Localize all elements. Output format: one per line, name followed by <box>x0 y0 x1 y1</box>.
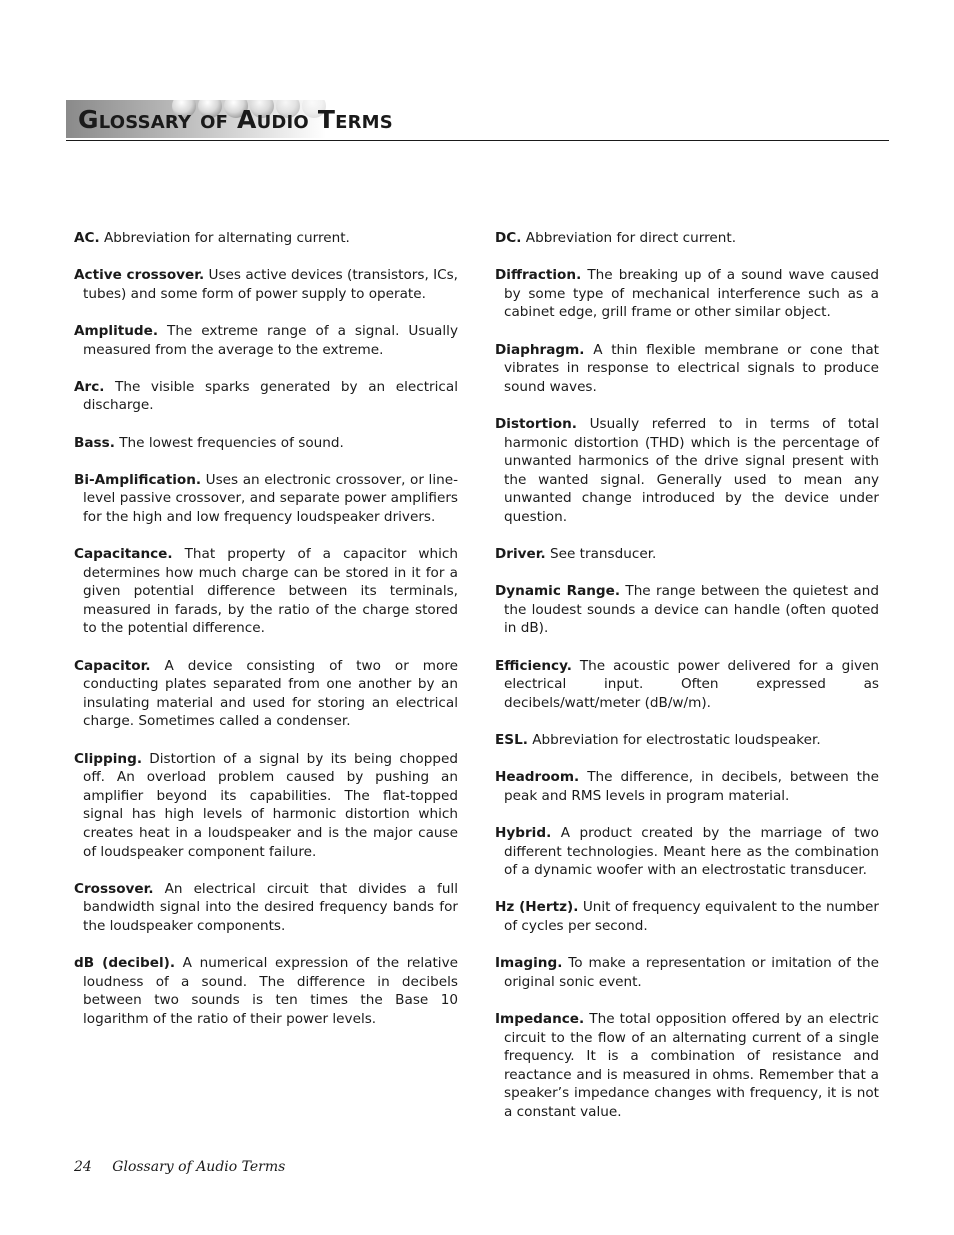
glossary-definition: The range between the quietest and the loudest sounds a device can handle (often quoted in dB). <box>504 583 879 637</box>
glossary-term: Arc. <box>74 378 105 395</box>
glossary-entry <box>495 898 879 935</box>
glossary-definition: A thin flexible membrane or cone that vibrates in response to electrical signals to produce sound waves. <box>504 341 880 395</box>
page-header <box>66 100 889 141</box>
glossary-term: Diaphragm. <box>495 341 585 358</box>
glossary-term: Capacitance. <box>74 546 173 563</box>
page-number: 24 <box>74 1159 92 1175</box>
page-title: Glossary of Audio Terms <box>78 105 393 134</box>
glossary-entry <box>495 1010 879 1122</box>
glossary-term: Bi-Amplification. <box>74 471 202 488</box>
glossary-entry <box>74 229 458 248</box>
glossary-entry <box>74 471 458 527</box>
glossary-entry <box>495 768 879 805</box>
glossary-definition: The difference, in decibels, between the peak and RMS levels in program material. <box>504 769 879 804</box>
glossary-definition: That property of a capacitor which determines how much charge can be stored in it for a given potential difference between its terminals, measured in farads, by the ratio of the charge stored to the potential difference. <box>83 546 458 637</box>
glossary-term: AC. <box>74 230 100 246</box>
glossary-term: Imaging. <box>495 955 563 972</box>
glossary-entry <box>495 341 879 397</box>
glossary-entry <box>495 545 879 564</box>
glossary-term: Efficiency. <box>495 657 572 674</box>
glossary-term: Bass. <box>74 434 115 451</box>
glossary-definition: Uses active devices (transistors, ICs, tubes) and some form of power supply to operate. <box>83 267 458 302</box>
glossary-entry <box>495 582 879 638</box>
glossary-entry <box>74 545 458 638</box>
glossary-definition: The breaking up of a sound wave caused by some type of mechanical interference such as a cabinet edge, grill frame or other similar object. <box>504 267 879 321</box>
glossary-entry <box>495 415 879 527</box>
glossary-term: Capacitor. <box>74 657 151 674</box>
footer-section-title: Glossary of Audio Terms <box>112 1159 286 1175</box>
glossary-definition: An electrical circuit that divides a full bandwidth signal into the desired frequency bands for the loudspeaker components. <box>83 880 458 934</box>
glossary-entry <box>74 880 458 936</box>
glossary-entry <box>74 657 458 731</box>
glossary-definition: Abbreviation for direct current. <box>525 230 737 246</box>
glossary-definition: The total opposition offered by an electric circuit to the flow of an alternating current of a single frequency. It is a combination of resistance and reactance and is measured in ohms. Remember that a speaker’s impedance changes with frequency, it is not a constant value. <box>504 1010 879 1120</box>
glossary-term: Hz (Hertz). <box>495 899 579 916</box>
glossary-column-left <box>74 229 458 1047</box>
glossary-definition: Usually referred to in terms of total harmonic distortion (THD) which is the percentage of unwanted harmonics of the drive signal present with the wanted signal. Generally used to mean any unwanted change introduced by the device under question. <box>504 415 879 525</box>
glossary-definition: The lowest frequencies of sound. <box>119 434 344 451</box>
glossary-definition: The acoustic power delivered for a given electrical input. Often expressed as decibels/watt/meter (dB/w/m). <box>504 657 880 711</box>
glossary-term: Hybrid. <box>495 825 552 841</box>
glossary-definition: The visible sparks generated by an electrical discharge. <box>83 378 458 414</box>
glossary-entry <box>495 657 879 713</box>
glossary-entry <box>495 731 879 750</box>
glossary-definition: A numerical expression of the relative loudness of a sound. The difference in decibels between two sounds is ten times the Base 10 logarithm of the ratio of their power levels. <box>83 955 458 1027</box>
glossary-definition: To make a representation or imitation of the original sonic event. <box>504 955 880 990</box>
glossary-term: Headroom. <box>495 769 580 786</box>
glossary-term: Distortion. <box>495 415 577 432</box>
glossary-definition: Abbreviation for alternating current. <box>104 230 350 246</box>
glossary-definition: Uses an electronic crossover, or line-level passive crossover, and separate power amplifiers for the high and low frequency loudspeaker drivers. <box>83 471 458 525</box>
glossary-term: Diffraction. <box>495 267 582 284</box>
glossary-definition: A product created by the marriage of two different technologies. Meant here as the combination of a dynamic woofer with an electrostatic transducer. <box>504 825 879 879</box>
glossary-definition: A device consisting of two or more conducting plates separated from one another by an insulating material and used for storing an electrical charge. Sometimes called a condenser. <box>83 657 459 730</box>
glossary-definition: See transducer. <box>550 546 657 563</box>
glossary-definition: Unit of frequency equivalent to the number of cycles per second. <box>504 899 879 934</box>
glossary-term: Crossover. <box>74 880 154 897</box>
glossary-definition: Distortion of a signal by its being chopped off. An overload problem caused by pushing an amplifier beyond its capabilities. The flat-topped signal has high levels of harmonic distortion which creates heat in a loudspeaker and is the major cause of loudspeaker component failure. <box>83 750 458 860</box>
glossary-entry <box>495 824 879 880</box>
glossary-definition: The extreme range of a signal. Usually measured from the average to the extreme. <box>83 322 458 358</box>
page-footer <box>74 1159 285 1175</box>
glossary-entry <box>74 378 458 415</box>
glossary-entry <box>74 954 458 1028</box>
glossary-term: Amplitude. <box>74 322 159 339</box>
glossary-entry <box>495 229 879 248</box>
glossary-column-right <box>495 229 879 1140</box>
glossary-term: Clipping. <box>74 750 142 767</box>
glossary-term: ESL. <box>495 732 528 749</box>
glossary-entry <box>495 954 879 991</box>
glossary-entry <box>495 266 879 322</box>
glossary-term: Impedance. <box>495 1010 585 1027</box>
glossary-term: Driver. <box>495 546 546 563</box>
glossary-entry <box>74 322 458 359</box>
glossary-term: Dynamic Range. <box>495 583 621 600</box>
glossary-entry <box>74 266 458 303</box>
glossary-term: DC. <box>495 230 522 246</box>
glossary-definition: Abbreviation for electrostatic loudspeaker. <box>532 732 821 749</box>
glossary-entry <box>74 434 458 453</box>
glossary-entry <box>74 750 458 862</box>
glossary-term: dB (decibel). <box>74 955 176 972</box>
glossary-term: Active crossover. <box>74 267 205 284</box>
